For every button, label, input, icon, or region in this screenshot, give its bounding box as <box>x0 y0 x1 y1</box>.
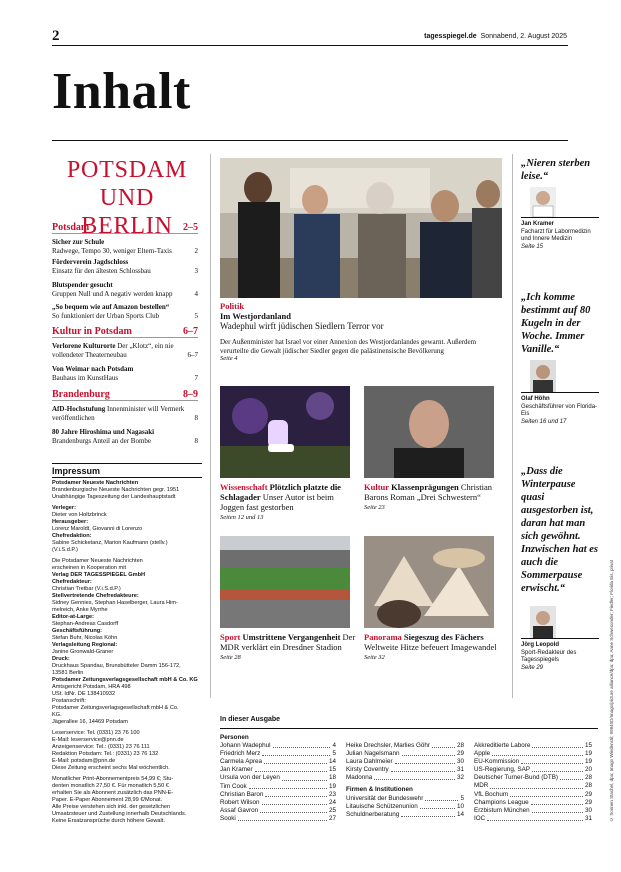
quote-author <box>521 396 599 426</box>
impressum-line: Sidney Gennies, Stephan Haselberger, Laura Him- <box>52 600 178 606</box>
toc-item-title: Sicher zur Schule <box>52 238 105 246</box>
title-rule <box>52 140 568 141</box>
impressum-line: Stefan Buhr, Nicolas Köhn <box>52 635 118 641</box>
leader-dots <box>391 766 455 772</box>
hand-fans-photo <box>364 536 494 628</box>
impressum-line: Dieter von Holtzbrinck <box>52 512 107 518</box>
index-heading: Firmen & Institutionen <box>346 786 413 794</box>
index-entry-page: 24 <box>328 798 336 806</box>
index-entry[interactable] <box>220 742 336 750</box>
article-headline: Klassenprägungen <box>391 482 459 492</box>
toc-item-text: Radwege, Tempo 30, weniger Eltern-Taxis <box>52 247 172 255</box>
index-entry-name: Akkreditierte Labore <box>474 742 531 749</box>
impressum-line: Janine Gronwald-Graner <box>52 649 114 655</box>
article-subline: Wadephul wirft jüdischen Siedlern Terror vor <box>220 321 384 331</box>
toc-item-page: 5 <box>194 312 198 320</box>
impressum-line: Anzeigenservice: Tel.: (0331) 23 76 111 <box>52 744 150 750</box>
index-entry-name: Madonna <box>346 774 373 782</box>
index-entry-name: US-Regierung, SAP <box>474 766 530 774</box>
section-potsdam <box>52 222 198 233</box>
wissen-article[interactable] <box>220 482 358 523</box>
impressum-line: Umsatzsteuer und Zustellung innerhalb Deutschlands. <box>52 811 187 817</box>
index-entry[interactable] <box>474 750 592 758</box>
panorama-photo[interactable] <box>364 536 494 628</box>
index-entry-name: Christian Baron <box>220 790 264 798</box>
toc-item-text: Einsatz für den ältesten Schlossbau <box>52 267 151 275</box>
impressum-line: Potsdamer Zeitungsverlagsgesellschaft mbH & Co. KG <box>52 677 198 683</box>
index-entry[interactable] <box>474 758 592 766</box>
article-page: Seite 23 <box>364 504 385 511</box>
leader-dots <box>510 791 583 797</box>
impressum-line: Keine Ersatzansprüche durch höhere Gewalt. <box>52 818 165 824</box>
index-entry-name: Tim Cook <box>220 782 247 790</box>
index-entry-page: 29 <box>584 798 592 806</box>
article-rubric: Panorama <box>364 632 402 642</box>
index-entry-name: MDR <box>474 782 489 790</box>
index-entry-name: Apple <box>474 750 491 758</box>
index-list <box>346 795 464 819</box>
leader-dots <box>374 774 455 780</box>
divider <box>52 233 198 234</box>
index-entry-page: 15 <box>328 766 336 774</box>
impressum-body <box>52 480 202 825</box>
wissen-photo[interactable] <box>220 386 350 478</box>
index-entry[interactable] <box>474 766 592 774</box>
index-entry-name: IOC <box>474 814 486 822</box>
index-entry[interactable] <box>220 815 336 823</box>
impressum-line: E-Mail: leserservice@pnn.de <box>52 737 124 743</box>
toc-item[interactable] <box>52 405 198 423</box>
impressum-line: Brandenburgische Neueste Nachrichten gegr. 1951 <box>52 487 180 493</box>
impressum-line: Potsdamer Neueste Nachrichten <box>52 480 139 486</box>
quote-rule <box>521 392 599 393</box>
article-rubric: Wissenschaft <box>220 482 268 492</box>
index-title: In dieser Ausgabe <box>220 716 281 723</box>
impressum-line: Leserservice: Tel. (0331) 23 76 100 <box>52 730 140 736</box>
toc-item-page: 4 <box>194 290 198 298</box>
leader-dots <box>402 750 455 756</box>
author-role: Facharzt für Labormedizin und Innere Medizin <box>521 228 591 242</box>
impressum-title: Impressum <box>52 466 101 476</box>
impressum-line: Herausgeber: <box>52 519 89 525</box>
impressum-line: Chefredaktion: <box>52 533 92 539</box>
stadium-photo <box>220 536 350 628</box>
quote-text: „Dass die Winterpause quasi ausgestorben ist, daran hat man sich gewöhnt. Inzwischen hat es auch die Sommerpause erwischt.“ <box>521 466 599 594</box>
leader-dots <box>262 750 330 756</box>
teaser-page: Seite 4 <box>220 355 238 362</box>
leader-dots <box>532 766 583 772</box>
impressum-line: Redaktion Potsdam: Tel.: (0331) 23 76 132 <box>52 751 159 757</box>
index-entry[interactable] <box>346 750 464 758</box>
section-pages: 6–7 <box>183 326 198 337</box>
leader-dots <box>492 750 583 756</box>
page-title: Inhalt <box>52 63 191 120</box>
sport-photo[interactable] <box>220 536 350 628</box>
index-entry[interactable] <box>346 803 464 811</box>
index-entry[interactable] <box>220 758 336 766</box>
index-entry-page: 14 <box>456 810 464 818</box>
toc-item-page: 7 <box>194 374 198 382</box>
leader-dots <box>521 758 583 764</box>
index-entry-name: Julian Nagelsmann <box>346 750 400 758</box>
index-list <box>220 742 336 823</box>
impressum-line: Amtsgericht Potsdam, HRA 498 <box>52 684 131 690</box>
leader-dots <box>264 758 327 764</box>
index-entry[interactable] <box>346 758 464 766</box>
diplomats-photo <box>220 158 502 298</box>
index-entry-page: 30 <box>456 758 464 766</box>
leader-dots <box>401 811 455 817</box>
toc-item-text: Innenminister will Vermerk veröffentlichen <box>52 405 185 422</box>
index-entry-page: 19 <box>584 750 592 758</box>
impressum-line: Die Potsdamer Neueste Nachrichten <box>52 558 143 564</box>
index-entry-page: 5 <box>460 794 464 802</box>
index-entry[interactable] <box>220 791 336 799</box>
toc-item[interactable] <box>52 365 198 383</box>
index-entry-page: 30 <box>584 806 592 814</box>
leader-dots <box>238 815 327 821</box>
divider <box>52 400 198 401</box>
impressum-line: Verlagsleitung Regional: <box>52 642 118 648</box>
index-entry-page: 28 <box>456 742 464 749</box>
toc-item-title: Förderverein Jagdschloss <box>52 258 129 266</box>
article-text: Unser Autor ist beim Joggen fast gestorben <box>220 492 334 512</box>
teaser-text: Der Außenminister hat Israel vor einer Annexion des Westjordanlandes gewarnt. Außerdem verurteilte die Gewalt jüdischer Siedler gegen die palästinensische Bevölkerung <box>220 338 477 355</box>
toc-item-page: 2 <box>194 247 198 255</box>
index-entry[interactable] <box>220 807 336 815</box>
article-text: Der MDR verklärt ein Dresdner Stadion <box>220 632 356 652</box>
impressum-line: Druckhaus Spandau, Brunsbütteler Damm 156-172, <box>52 663 181 669</box>
impressum-line: Jägerallee 16, 14469 Potsdam <box>52 719 128 725</box>
index-entry[interactable] <box>346 795 464 803</box>
leader-dots <box>249 783 327 789</box>
section-title-line-1: POTSDAM <box>66 157 188 183</box>
leader-dots <box>490 782 583 788</box>
toc-item-title: „So bequem wie auf Amazon bestellen“ <box>52 303 170 311</box>
article-headline: Plötzlich platzte die Schlagader <box>220 482 341 502</box>
impressum-line: Verlag DER TAGESSPIEGEL GmbH <box>52 572 146 578</box>
toc-item-text: Der „Klotz“, ein nie vollendeter Theaterneubau <box>52 342 174 359</box>
index-entry-name: EU-Kommission <box>474 758 520 766</box>
site-name[interactable]: tagesspiegel.de <box>424 33 477 40</box>
section-brandenburg <box>52 389 198 400</box>
impressum-line: Alle Preise verstehen sich inkl. der gesetzlichen <box>52 804 171 810</box>
index-entry-name: Carmela Aprea <box>220 758 262 766</box>
toc-item-page: 8 <box>194 437 198 445</box>
impressum-line: Druck: <box>52 656 70 662</box>
index-entry-name: Laura Dahlmeier <box>346 758 393 766</box>
impressum-line: E-Mail: potsdam@pnn.de <box>52 758 116 764</box>
leader-dots <box>560 774 583 780</box>
column-divider <box>512 154 513 698</box>
portrait-icon <box>530 606 556 638</box>
toc-item-title: 80 Jahre Hiroshima und Nagasaki <box>52 428 155 436</box>
kultur-photo[interactable] <box>364 386 494 478</box>
toc-item[interactable] <box>52 303 198 321</box>
impressum-line: Paper. E-Paper Abonnement 28,99 €/Monat. <box>52 797 163 803</box>
index-entry[interactable] <box>220 774 336 782</box>
index-entry-name: Universität der Bundeswehr <box>346 794 424 802</box>
index-entry-name: Champions League <box>474 798 529 806</box>
impressum-line: denten monatlich 27,50 €. Für monatlich 5,50 € <box>52 783 169 789</box>
toc-item-text: So funktioniert der Urban Sports Club <box>52 312 160 320</box>
toc-item-title: AfD-Hochstufung <box>52 405 106 413</box>
index-entry[interactable] <box>474 815 592 823</box>
leader-dots <box>432 742 455 748</box>
column-divider <box>210 154 211 698</box>
impressum-line: (V.i.S.d.P.) <box>52 547 78 553</box>
index-entry[interactable] <box>346 811 464 819</box>
toc-item-page: 8 <box>194 414 198 422</box>
leader-dots <box>265 791 327 797</box>
index-list <box>346 742 464 782</box>
index-entry[interactable] <box>220 766 336 774</box>
index-entry[interactable] <box>474 774 592 782</box>
index-entry-name: Assaf Gavron <box>220 806 259 814</box>
leader-dots <box>273 742 331 748</box>
index-entry-name: Robert Wilson <box>220 798 260 806</box>
leader-dots <box>532 807 583 813</box>
author-page: Seite 29 <box>521 664 544 671</box>
index-entry-name: Johann Wadephul <box>220 742 271 750</box>
header-rule <box>52 45 568 46</box>
section-pages: 8–9 <box>183 389 198 400</box>
index-entry[interactable] <box>346 742 464 750</box>
impressum-rule <box>52 463 202 464</box>
index-entry-page: 32 <box>456 774 464 782</box>
index-column-2 <box>346 742 464 819</box>
leader-dots <box>395 758 455 764</box>
index-entry[interactable] <box>346 766 464 774</box>
index-rule <box>220 728 598 729</box>
leader-dots <box>260 807 327 813</box>
index-entry-name: Erzbistum München <box>474 806 530 814</box>
leader-dots <box>255 766 327 772</box>
article-headline: Siegeszug des Fächers <box>403 632 484 642</box>
toc-item-title: Von Weimar nach Potsdam <box>52 365 134 373</box>
index-entry[interactable] <box>474 807 592 815</box>
panorama-article[interactable] <box>364 632 502 663</box>
index-entry-page: 25 <box>328 806 336 814</box>
index-entry-name: Deutscher Turner-Bund (DTB) <box>474 774 558 782</box>
quote-text: „Nieren sterben leise.“ <box>521 158 591 182</box>
quote-author <box>521 221 599 251</box>
main-teaser <box>220 338 505 364</box>
impressum-line: Stellvertretende Chefredakteure: <box>52 593 139 599</box>
avatar <box>530 187 556 217</box>
impressum-line: Geschäftsführung: <box>52 628 103 634</box>
author-name: Olaf Höhn <box>521 396 550 402</box>
index-entry-page: 27 <box>328 814 336 822</box>
section-title-line-2: UND BERLIN <box>81 185 173 239</box>
running-shoe-photo <box>220 386 350 478</box>
avatar <box>530 606 556 638</box>
impressum-line: erhalten Sie als Abonnent zusätzlich das PNN-E- <box>52 790 174 796</box>
article-page: Seite 28 <box>220 654 241 661</box>
author-page: Seite 15 <box>521 243 544 250</box>
portrait-icon <box>530 360 556 392</box>
index-entry-page: 31 <box>584 814 592 822</box>
main-photo[interactable] <box>220 158 502 298</box>
index-entry-name: Friedrich Merz <box>220 750 261 758</box>
index-heading: Personen <box>220 734 249 741</box>
author-name: Jan Kramer <box>521 221 555 227</box>
impressum-line: Monatlicher Print-Abonnementpreis 54,99 €; Stu- <box>52 776 174 782</box>
quote-text: „Ich komme bestimmt auf 80 Kugeln in der Woche. Immer Vanille.“ <box>521 292 591 355</box>
portrait-icon <box>530 187 556 217</box>
index-entry[interactable] <box>220 799 336 807</box>
index-entry-page: 19 <box>328 782 336 790</box>
index-entry-page: 23 <box>328 790 336 798</box>
index-entry-name: Schuldnerberatung <box>346 810 400 818</box>
article-page: Seite 32 <box>364 654 385 661</box>
article-headline: Im Westjordanland <box>220 311 291 321</box>
kultur-article[interactable] <box>364 482 502 513</box>
author-name: Jörg Leopold <box>521 642 559 648</box>
toc-item[interactable] <box>52 428 198 446</box>
toc-item[interactable] <box>52 281 198 299</box>
sport-article[interactable] <box>220 632 358 663</box>
impressum-line: Postanschrift: <box>52 698 86 704</box>
author-page: Seiten 16 und 17 <box>521 418 567 425</box>
index-entry[interactable] <box>474 742 592 750</box>
author-portrait <box>364 386 494 478</box>
index-entry-name: Litauische Schützenunion <box>346 802 418 810</box>
index-entry-name: Sooki <box>220 814 236 822</box>
index-entry-page: 10 <box>456 802 464 810</box>
toc-item-title: Verlorene Kulturorte <box>52 342 116 350</box>
impressum-rule-2 <box>52 477 202 478</box>
article-text: Christian Barons Roman „Drei Schwestern“ <box>364 482 492 502</box>
main-article[interactable] <box>220 301 505 331</box>
quote-author <box>521 642 599 672</box>
impressum-line: Potsdamer Zeitungsverlagsgesellschaft mbH & Co. <box>52 705 179 711</box>
impressum-line: Sabine Schicketanz, Marion Kaufmann (stellv.) <box>52 540 168 546</box>
photo-credit: © Sonnen Stachel, dpa; Imago Wiedenstil; 99840D/Imago/picture alliance/dpa; dpa; Anne Schwesonder; Fiedler; Florida Eis, privat <box>609 560 614 822</box>
article-text: Weltweite Hitze befeuert Imagewandel <box>364 642 497 652</box>
leader-dots <box>262 799 327 805</box>
article-rubric: Kultur <box>364 482 390 492</box>
article-page: Seiten 12 und 13 <box>220 514 264 521</box>
toc-item-page: 6–7 <box>187 351 198 359</box>
section-name: Potsdam <box>52 222 90 233</box>
impressum-line: Christian Tretbar (V.i.S.d.P.) <box>52 586 121 592</box>
issue-date: Sonnabend, 2. August 2025 <box>480 33 567 40</box>
index-entry[interactable] <box>346 774 464 782</box>
index-entry[interactable] <box>220 783 336 791</box>
avatar <box>530 360 556 392</box>
impressum-line: USt. IdNr. DE 138410932 <box>52 691 116 697</box>
index-entry[interactable] <box>474 799 592 807</box>
index-column-3 <box>474 742 592 823</box>
divider <box>52 337 198 338</box>
section-name: Kultur in Potsdam <box>52 326 132 337</box>
article-rubric: Sport <box>220 632 241 642</box>
impressum-line: Unabhängige Tageszeitung der Landeshauptstadt <box>52 494 176 500</box>
index-entry[interactable] <box>474 791 592 799</box>
toc-item[interactable] <box>52 258 198 276</box>
impressum-line: Editor-at-Large: <box>52 614 94 620</box>
toc-item-text: Bauhaus im KunstHaus <box>52 374 119 382</box>
index-entry-name: Ursula von der Leyen <box>220 774 280 782</box>
index-entry-page: 19 <box>584 758 592 766</box>
leader-dots <box>487 815 583 821</box>
index-entry-page: 5 <box>332 750 336 758</box>
section-name: Brandenburg <box>52 389 110 400</box>
quote-rule <box>521 217 599 218</box>
index-entry-page: 31 <box>456 766 464 774</box>
toc-item-page: 3 <box>194 267 198 275</box>
index-entry-page: 4 <box>332 742 336 750</box>
index-entry-page: 29 <box>456 750 464 758</box>
quote-rule <box>521 638 599 639</box>
section-pages: 2–5 <box>183 222 198 233</box>
toc-item-text: Gruppen Null und A negativ werden knapp <box>52 290 173 298</box>
impressum-line: KG. <box>52 712 62 718</box>
index-entry-name: VfL Bochum <box>474 790 509 798</box>
index-entry-page: 29 <box>584 790 592 798</box>
index-entry-name: Heike Drechsler, Marlies Göhr <box>346 742 430 749</box>
leader-dots <box>282 774 327 780</box>
leader-dots <box>425 795 458 801</box>
page-number: 2 <box>52 28 60 44</box>
index-entry-page: 18 <box>328 774 336 782</box>
toc-item[interactable] <box>52 342 198 360</box>
index-entry-name: Jan Kramer <box>220 766 253 774</box>
toc-item-text: Brandenburgs Anteil an der Bombe <box>52 437 152 445</box>
index-entry[interactable] <box>474 782 592 790</box>
section-kultur <box>52 326 198 337</box>
leader-dots <box>420 803 455 809</box>
index-list <box>474 742 592 823</box>
impressum-line: 13581 Berlin <box>52 670 84 676</box>
author-role: Sport-Redakteur des Tagesspiegels <box>521 649 577 663</box>
toc-item[interactable] <box>52 238 198 256</box>
index-entry-page: 14 <box>328 758 336 766</box>
index-entry-page: 20 <box>584 766 592 774</box>
leader-dots <box>531 799 583 805</box>
index-column-1 <box>220 734 336 823</box>
article-headline: Umstrittene Vergangenheit <box>242 632 341 642</box>
toc-item-title: Blutspender gesucht <box>52 281 113 289</box>
index-entry-name: Kirsty Coventry <box>346 766 389 774</box>
impressum-line: erscheinen in Kooperation mit <box>52 565 127 571</box>
impressum-line: Stephan-Andreas Casdorff <box>52 621 119 627</box>
impressum-line: Chefredakteur: <box>52 579 92 585</box>
index-entry-page: 28 <box>584 782 592 790</box>
index-entry-page: 28 <box>584 774 592 782</box>
masthead <box>424 33 567 40</box>
impressum-line: Diese Zeitung erscheint sechs Mal wöchentlich. <box>52 765 170 771</box>
article-rubric: Politik <box>220 301 245 311</box>
index-entry-page: 15 <box>584 742 592 749</box>
author-role: Geschäftsführer von Florida-Eis <box>521 403 598 417</box>
impressum-line: Lorenz Maroldt, Giovanni di Lorenzo <box>52 526 143 532</box>
index-entry[interactable] <box>220 750 336 758</box>
leader-dots <box>532 742 583 748</box>
impressum-line: melreich, Anke Myrrhe <box>52 607 108 613</box>
impressum-line: Verleger: <box>52 505 76 511</box>
